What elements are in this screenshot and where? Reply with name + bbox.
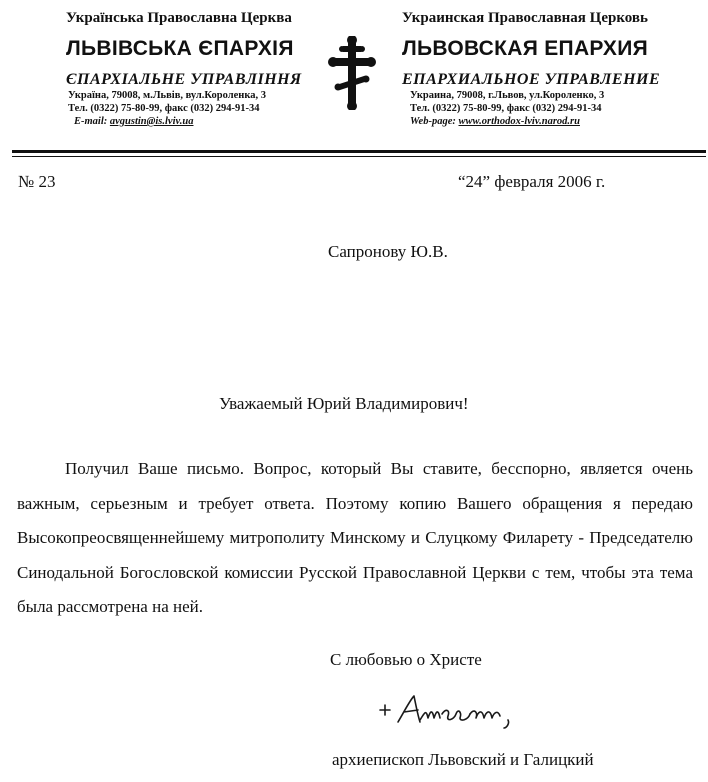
letterhead-divider-thin bbox=[12, 156, 706, 157]
closing: С любовью о Христе bbox=[330, 650, 482, 669]
web-label: Web-page: bbox=[410, 116, 456, 127]
handwritten-signature bbox=[374, 690, 534, 732]
letterhead-divider-thick bbox=[12, 150, 706, 153]
email-link[interactable]: avgustin@is.lviv.ua bbox=[109, 116, 194, 127]
administration-ru: ЕПАРХИАЛЬНОЕ УПРАВЛЕНИЕ bbox=[402, 71, 661, 88]
letterhead-left bbox=[66, 10, 336, 128]
recipient: Сапронову Ю.В. bbox=[328, 242, 448, 261]
email-label: E-mail: bbox=[74, 116, 108, 127]
email-line bbox=[74, 115, 336, 128]
letter-number: № 23 bbox=[18, 172, 56, 191]
web-line bbox=[410, 115, 702, 128]
phone-ua: Тел. (0322) 75-80-99, факс (032) 294-91-34 bbox=[68, 103, 260, 114]
administration-ua: ЄПАРХІАЛЬНЕ УПРАВЛІННЯ bbox=[66, 71, 302, 88]
body-paragraph: Получил Ваше письмо. Вопрос, который Вы ставите, бесспорно, является очень важным, серьезным и требует ответа. Поэтому копию Вашего обращения я передаю Высокопреосвященнейшему митрополиту Минскому и Слуцкому Филарету - Председателю Синодальной Богословской комиссии Русской Православной Церкви с тем, чтобы эта тема была рассмотрена на ней. bbox=[17, 459, 693, 616]
address-ua: Україна, 79008, м.Львів, вул.Короленка, 3 bbox=[68, 90, 266, 101]
phone-ru: Тел. (0322) 75-80-99, факс (032) 294-91-34 bbox=[410, 103, 602, 114]
church-name-ua: Українська Православна Церква bbox=[66, 10, 292, 26]
eparchy-name-ru: ЛЬВОВСКАЯ ЕПАРХИЯ bbox=[402, 37, 649, 60]
signer-title: архиепископ Львовский и Галицкий bbox=[332, 750, 594, 769]
church-name-ru: Украинская Православная Церковь bbox=[402, 10, 648, 26]
web-link[interactable]: www.orthodox-lviv.narod.ru bbox=[458, 116, 580, 127]
letterhead-right bbox=[402, 10, 702, 128]
letter-body bbox=[17, 452, 693, 625]
salutation: Уважаемый Юрий Владимирович! bbox=[219, 394, 469, 413]
eparchy-name-ua: ЛЬВІВСЬКА ЄПАРХІЯ bbox=[66, 37, 294, 60]
letter-date: “24” февраля 2006 г. bbox=[458, 172, 606, 191]
orthodox-cross-icon bbox=[328, 36, 376, 110]
address-ru: Украина, 79008, г.Львов, ул.Короленко, 3 bbox=[410, 90, 605, 101]
